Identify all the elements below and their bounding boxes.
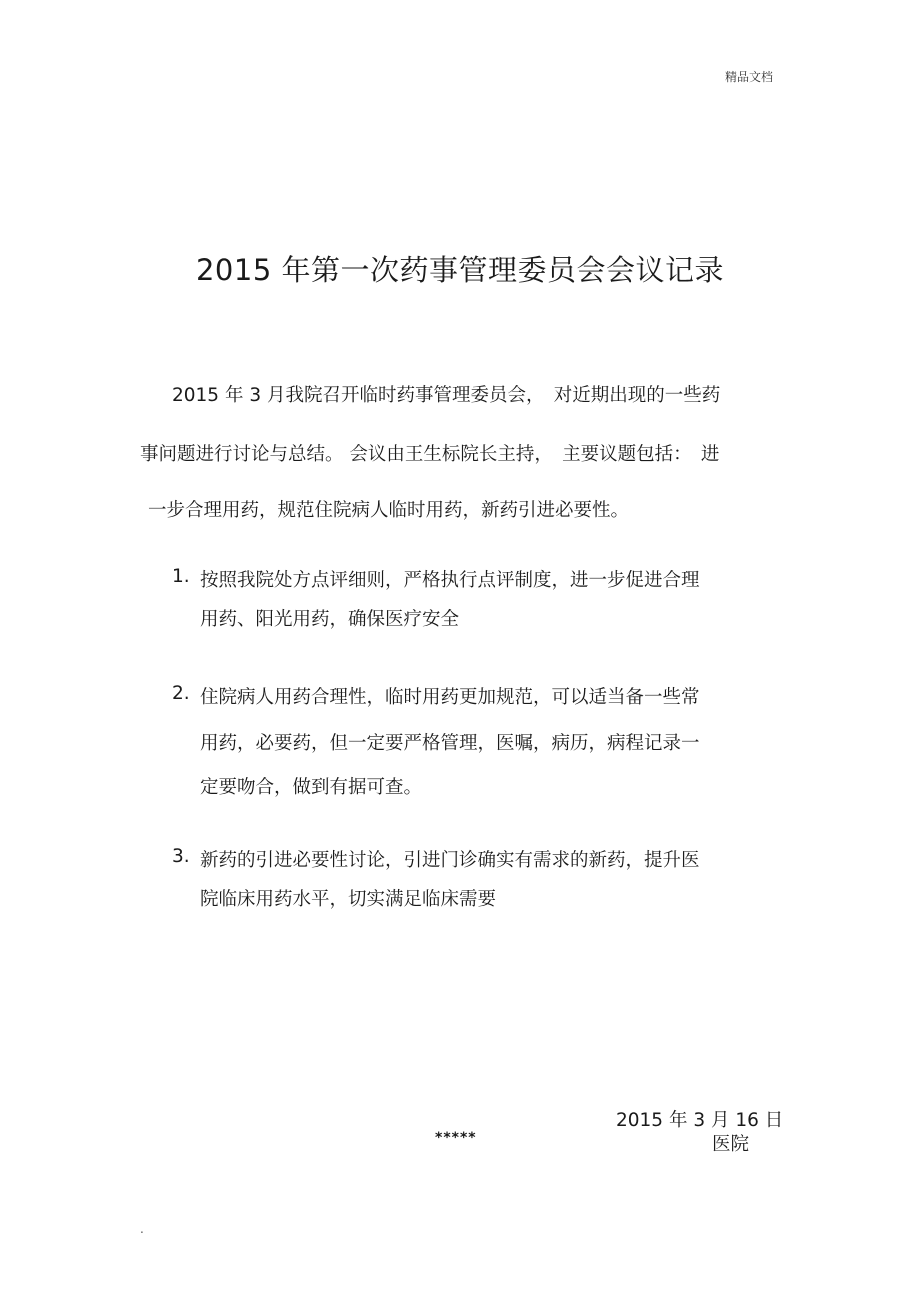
footer-dot: . [140,1222,144,1236]
hospital-name-redacted: ***** [435,1130,477,1146]
intro-line-3: 一步合理用药，规范住院病人临时用药，新药引进必要性。 [148,500,630,521]
hospital-label: 医院 [712,1134,750,1155]
item-3-line-1: 新药的引进必要性讨论，引进门诊确实有需求的新药，提升医 [200,850,700,871]
document-title: 2015 年第一次药事管理委员会会议记录 [195,253,725,287]
item-2-line-1: 住院病人用药合理性，临时用药更加规范，可以适当备一些常 [200,687,700,708]
intro-line-1: 2015 年 3 月我院召开临时药事管理委员会， 对近期出现的一些药 [172,385,721,406]
header-watermark-text: 精品文档 [725,70,774,84]
item-3-line-2: 院临床用药水平，切实满足临床需要 [200,889,497,910]
item-1-line-1: 按照我院处方点评细则，严格执行点评制度，进一步促进合理 [200,570,700,591]
intro-line-2: 事问题进行讨论与总结。 会议由王生标院长主持， 主要议题包括： 进 [140,444,720,465]
item-2-line-2: 用药，必要药，但一定要严格管理，医嘱，病历，病程记录一 [200,733,700,754]
item-2-line-3: 定要吻合，做到有据可查。 [200,777,423,798]
item-1-line-2: 用药、阳光用药，确保医疗安全 [200,609,460,630]
item-2-number: 2. [172,683,190,704]
item-1-number: 1. [172,566,190,587]
item-3-number: 3. [172,846,190,867]
signature-date: 2015 年 3 月 16 日 [616,1110,784,1131]
